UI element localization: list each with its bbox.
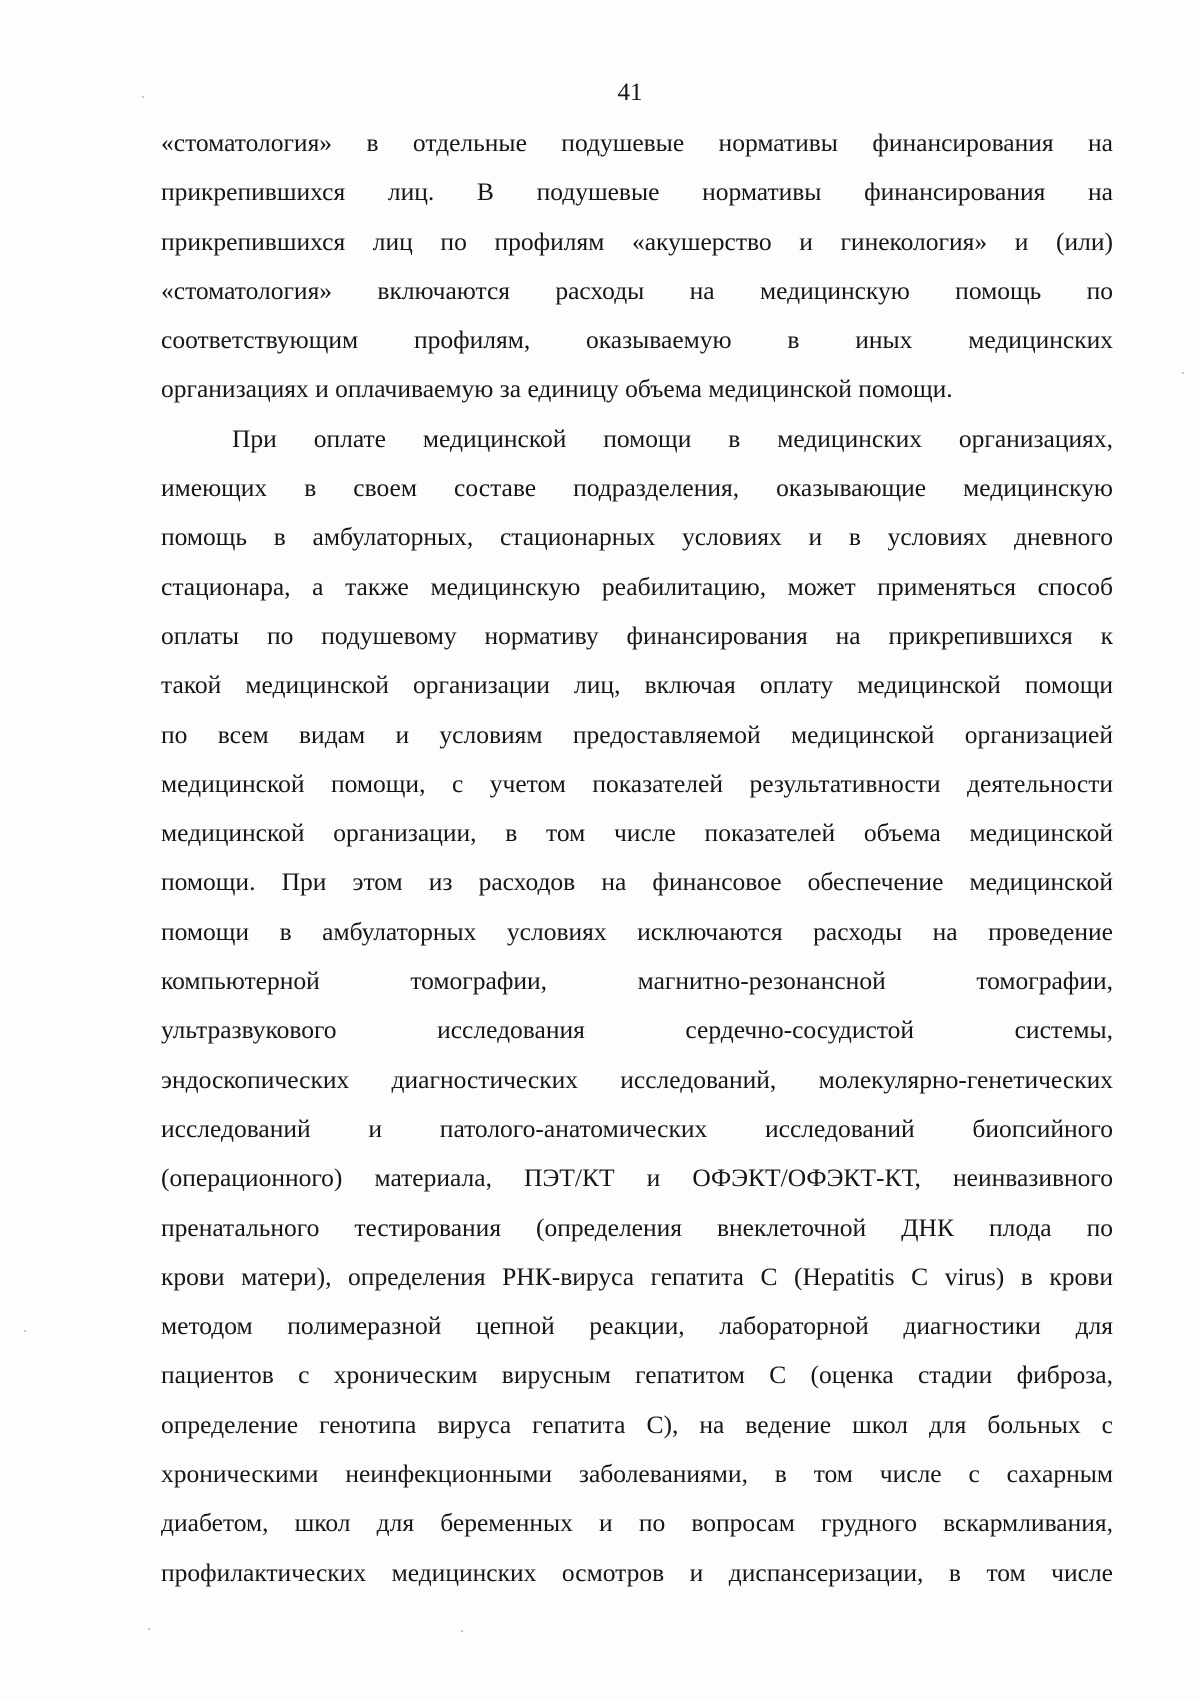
text-line: «стоматология» в отдельные подушевые нормативы финансирования на [161, 128, 1113, 157]
text-line: пациентов с хроническим вирусным гепатитом С (оценка стадии фиброза, [161, 1360, 1113, 1390]
paragraph-2 [161, 414, 1113, 1597]
scan-artifact [1182, 372, 1184, 374]
text-line: имеющих в своем составе подразделения, оказывающие медицинскую [161, 473, 1113, 503]
text-line: прикрепившихся лиц по профилям «акушерство и гинекология» и (или) [161, 226, 1113, 256]
scan-artifact [142, 96, 144, 98]
text-line: соответствующим профилям, оказываемую в иных медицинских [161, 325, 1113, 355]
text-line: исследований и патолого-анатомических исследований биопсийного [161, 1113, 1113, 1143]
text-line: эндоскопических диагностических исследований, молекулярно-генетических [161, 1064, 1113, 1094]
text-line: стационара, а также медицинскую реабилитацию, может применяться способ [161, 571, 1113, 601]
text-line: по всем видам и условиям предоставляемой медицинской организацией [161, 719, 1113, 749]
page-number: 41 [617, 79, 643, 106]
scan-artifact [461, 1630, 463, 1632]
text-line: медицинской помощи, с учетом показателей результативности деятельности [161, 768, 1113, 798]
text-line: помощи. При этом из расходов на финансовое обеспечение медицинской [161, 867, 1113, 897]
text-line: организациях и оплачиваемую за единицу объема медицинской помощи. [161, 374, 953, 404]
paragraph-1 [161, 118, 1113, 414]
text-line: ультразвукового исследования сердечно-сосудистой системы, [161, 1015, 1113, 1045]
scan-artifact [148, 1628, 150, 1630]
text-line: крови матери), определения РНК-вируса гепатита С (Hepatitis C virus) в крови [161, 1261, 1113, 1291]
text-line: При оплате медицинской помощи в медицинских организациях, [232, 423, 1113, 453]
text-line: помощь в амбулаторных, стационарных условиях и в условиях дневного [161, 522, 1113, 552]
text-line: «стоматология» включаются расходы на медицинскую помощь по [161, 275, 1113, 305]
text-line: профилактических медицинских осмотров и диспансеризации, в том числе [161, 1557, 1113, 1587]
document-body [161, 118, 1113, 1597]
text-line: определение генотипа вируса гепатита С), на ведение школ для больных с [161, 1409, 1113, 1439]
text-line: компьютерной томографии, магнитно-резонансной томографии, [161, 966, 1113, 996]
text-line: такой медицинской организации лиц, включая оплату медицинской помощи [161, 670, 1113, 700]
text-line: диабетом, школ для беременных и по вопросам грудного вскармливания, [161, 1508, 1113, 1538]
text-line: методом полимеразной цепной реакции, лабораторной диагностики для [161, 1311, 1113, 1341]
text-line: медицинской организации, в том числе показателей объема медицинской [161, 818, 1113, 848]
text-line: пренатального тестирования (определения внеклеточной ДНК плода по [161, 1212, 1113, 1242]
text-line: (операционного) материала, ПЭТ/КТ и ОФЭКТ/ОФЭКТ-КТ, неинвазивного [161, 1163, 1113, 1193]
text-line: прикрепившихся лиц. В подушевые нормативы финансирования на [161, 177, 1113, 207]
text-line: оплаты по подушевому нормативу финансирования на прикрепившихся к [161, 620, 1113, 650]
text-line: хроническими неинфекционными заболеваниями, в том числе с сахарным [161, 1459, 1113, 1489]
text-line: помощи в амбулаторных условиях исключаются расходы на проведение [161, 916, 1113, 946]
scan-artifact [24, 1330, 26, 1332]
